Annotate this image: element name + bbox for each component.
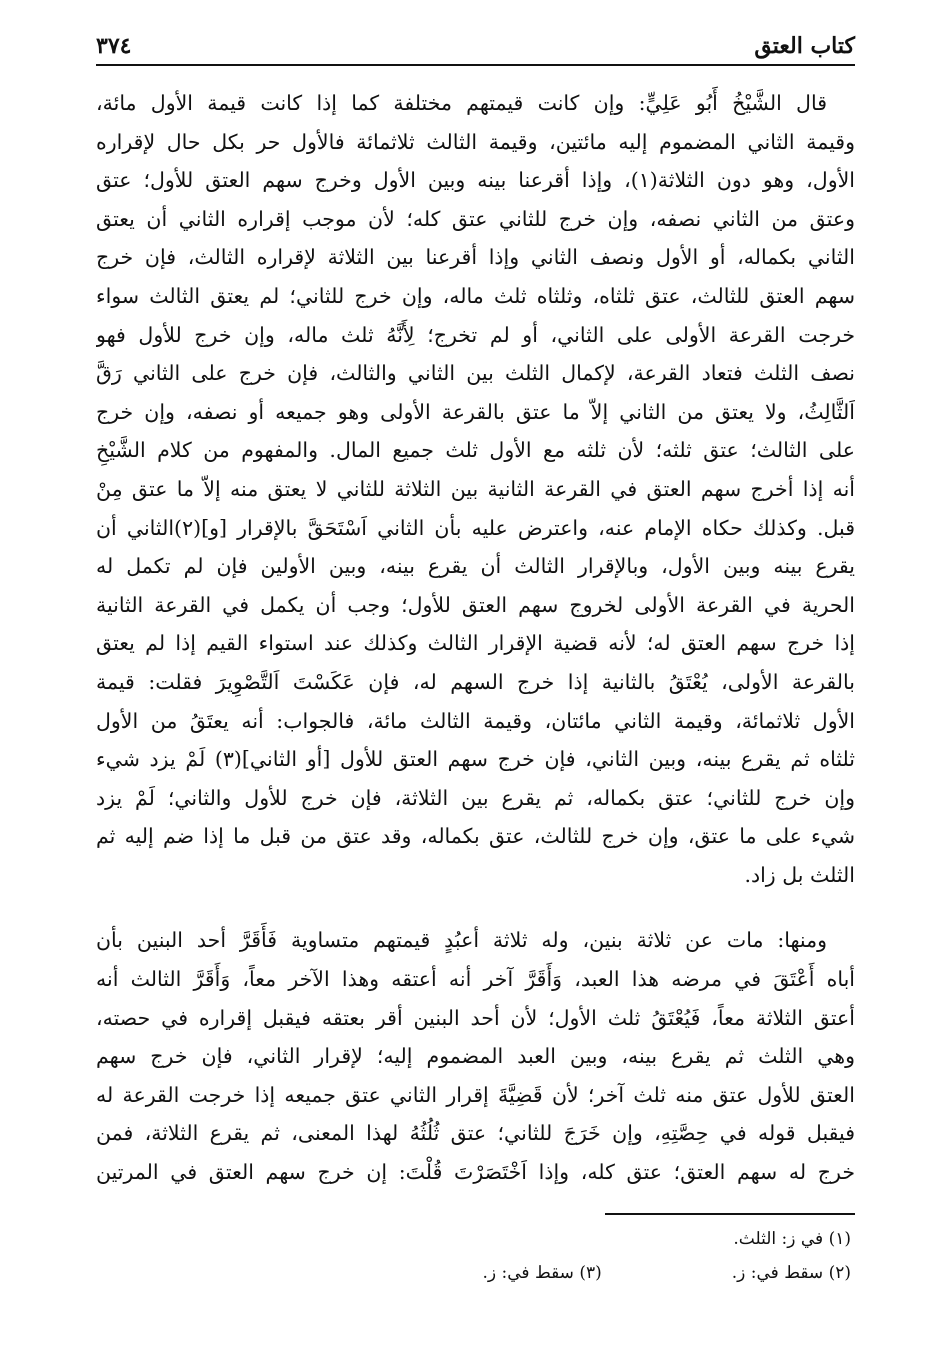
paragraph-gap <box>96 894 855 921</box>
text-line: وعتق من الثاني نصفه، وإن خرج للثاني عتق كله؛ لأن موجب إقراره الثاني أن يعتق <box>96 206 855 231</box>
page-number: ٣٧٤ <box>96 33 132 59</box>
text-line: الثلث بل زاد. <box>744 862 855 887</box>
text-line: على الثالث؛ عتق ثلثه؛ لأن ثلثه مع الأول ثلث جميع المال. والمفهوم من كلام الشَّيْخِ <box>96 438 855 463</box>
footnote-divider <box>605 1213 855 1215</box>
text-line: العتق للأول عتق منه ثلث آخر؛ لأن قَضِيَّةَ إقرار الثاني عتق جميعه إذا خرجت القرعة له <box>96 1082 855 1107</box>
paragraph-1 <box>96 84 855 894</box>
footnote-3: (٣) سقط في: ز. <box>482 1263 602 1283</box>
text-line: الأول ثلاثمائة، وقيمة الثاني مائتان، وقيمة الثالث مائة، فالجواب: أنه يعتَقُ من الأول <box>96 708 855 733</box>
running-header <box>96 28 855 66</box>
text-line: شيء على ما عتق، وإن خرج للثالث، عتق بكماله، وقد عتق من قبل ما إذا ضم إليه ثم <box>96 824 855 849</box>
chapter-title: كتاب العتق <box>754 33 855 59</box>
text-line: أعتق الثلاثة معاً، فَيُعْتَقُ ثلث الأول؛ لأن أحد البنين أقر بعتقه فيقبل إقراره في حصته، <box>96 1005 855 1030</box>
text-line: وإن خرج للثاني؛ عتق بكماله، ثم يقرع بين الثلاثة، فإن خرج للأول والثاني؛ لَمْ يزد <box>96 785 855 810</box>
text-line: يقرع بينه وبين الأول، وبالإقرار الثالث أن يقرع بينه، وبين الأولين فإن لم تكمل له <box>96 554 855 579</box>
text-line: قال الشَّيْخُ أَبُو عَلِيٍّ: وإن كانت قيمتهم مختلفة كما إذا كانت قيمة الأول مائة، <box>96 91 827 115</box>
footnote-row <box>96 1222 851 1256</box>
text-line: الأول، وهو دون الثلاثة(١)، وإذا أقرعنا بينه وبين الأول وخرج سهم العتق للأول؛ عتق <box>96 168 855 193</box>
text-line: سهم العتق للثالث، عتق ثلثاه، وثلثاه ثلث ماله، وإن خرج للثاني؛ لم يعتق الثالث سواء <box>96 283 855 308</box>
text-line: بالقرعة الأولى، يُعْتَقُ بالثانية إذا خرج السهم له، فإن عَكَسْتَ اَلتَّصْوِيرَ فقلت: قيمة <box>96 669 855 694</box>
footnotes <box>96 1222 851 1290</box>
text-line: الثاني بكماله، أو الأول ونصف الثاني وإذا أقرعنا بين الثلاثة لإقراره الثالث، فإن خرج <box>96 245 855 270</box>
paragraph-2 <box>96 921 855 1191</box>
text-line: اَلثَّالِثُ، ولا يعتق من الثاني إلاّ ما عتق بالقرعة الأولى وهو جميعه أو نصفه، وإن خرج <box>96 399 855 424</box>
text-line: ثلثاه ثم يقرع بينه، وبين الثاني، فإن خرج سهم العتق للأول [أو الثاني](٣) لَمْ يزد شيء <box>96 747 855 772</box>
footnote-row <box>96 1256 851 1290</box>
text-line: نصف الثلث فتعاد القرعة، لإكمال الثلث بين الثاني والثالث، فإن خرج على الثاني رَقَّ <box>96 361 855 386</box>
text-line: أباه أَعْتَقَ في مرضه هذا العبد، وَأَقَرَّ آخر أنه أعتقه وهذا الآخر معاً، وَأَقَرَّ الثالث أنه <box>96 967 855 992</box>
text-line: وهي الثلث ثم يقرع بينه، وبين العبد المضموم إليه؛ لإقرار الثاني، فإن خرج سهم <box>96 1044 855 1069</box>
footnote-1: (١) في ز: الثلث. <box>733 1229 851 1249</box>
main-text <box>96 84 855 1192</box>
text-line: الحرية في القرعة الأولى لخروج سهم العتق للأول؛ وجب أن يكمل في القرعة الثانية <box>96 592 855 617</box>
text-line: ومنها: مات عن ثلاثة بنين، وله ثلاثة أعبُدٍ قيمتهم متساوية فَأَقَرَّ أحد البنين بأن <box>96 928 827 953</box>
text-line: خرجت القرعة الأولى على الثاني، أو لم تخرج؛ لِأَنَّهُ ثلث ماله، وإن خرج للأول فهو <box>96 322 855 347</box>
text-line: إذا خرج سهم العتق له؛ لأنه قضية الإقرار الثالث وكذلك عند استواء القيم إذا لم يعتق <box>96 631 855 656</box>
text-line: وقيمة الثاني المضموم إليه مائتين، وقيمة الثالث ثلاثمائة فالأول حر بكل حال لإقراره <box>96 129 855 154</box>
footnote-2: (٢) سقط في: ز. <box>731 1263 851 1283</box>
text-line: قبل. وكذلك حكاه الإمام عنه، واعترض عليه بأن الثاني اَسْتَحَقَّ بالإقرار [و](٢)الثاني أن <box>96 515 855 540</box>
text-line: أنه إذا أخرج سهم العتق في القرعة الثانية بين الثلاثة للثاني لا يعتق منه إلاّ ما عتق مِنْ <box>96 476 855 501</box>
text-line: فيقبل قوله في حِصَّتِهِ، وإن خَرَجَ للثاني؛ عتق ثُلُثُهُ لهذا المعنى، ثم يقرع الثلاثة، فمن <box>96 1121 855 1146</box>
text-line: خرج له سهم العتق؛ عتق كله، وإذا اَخْتَصَرْتَ قُلْتَ: إن خرج سهم العتق في المرتين <box>96 1160 855 1185</box>
